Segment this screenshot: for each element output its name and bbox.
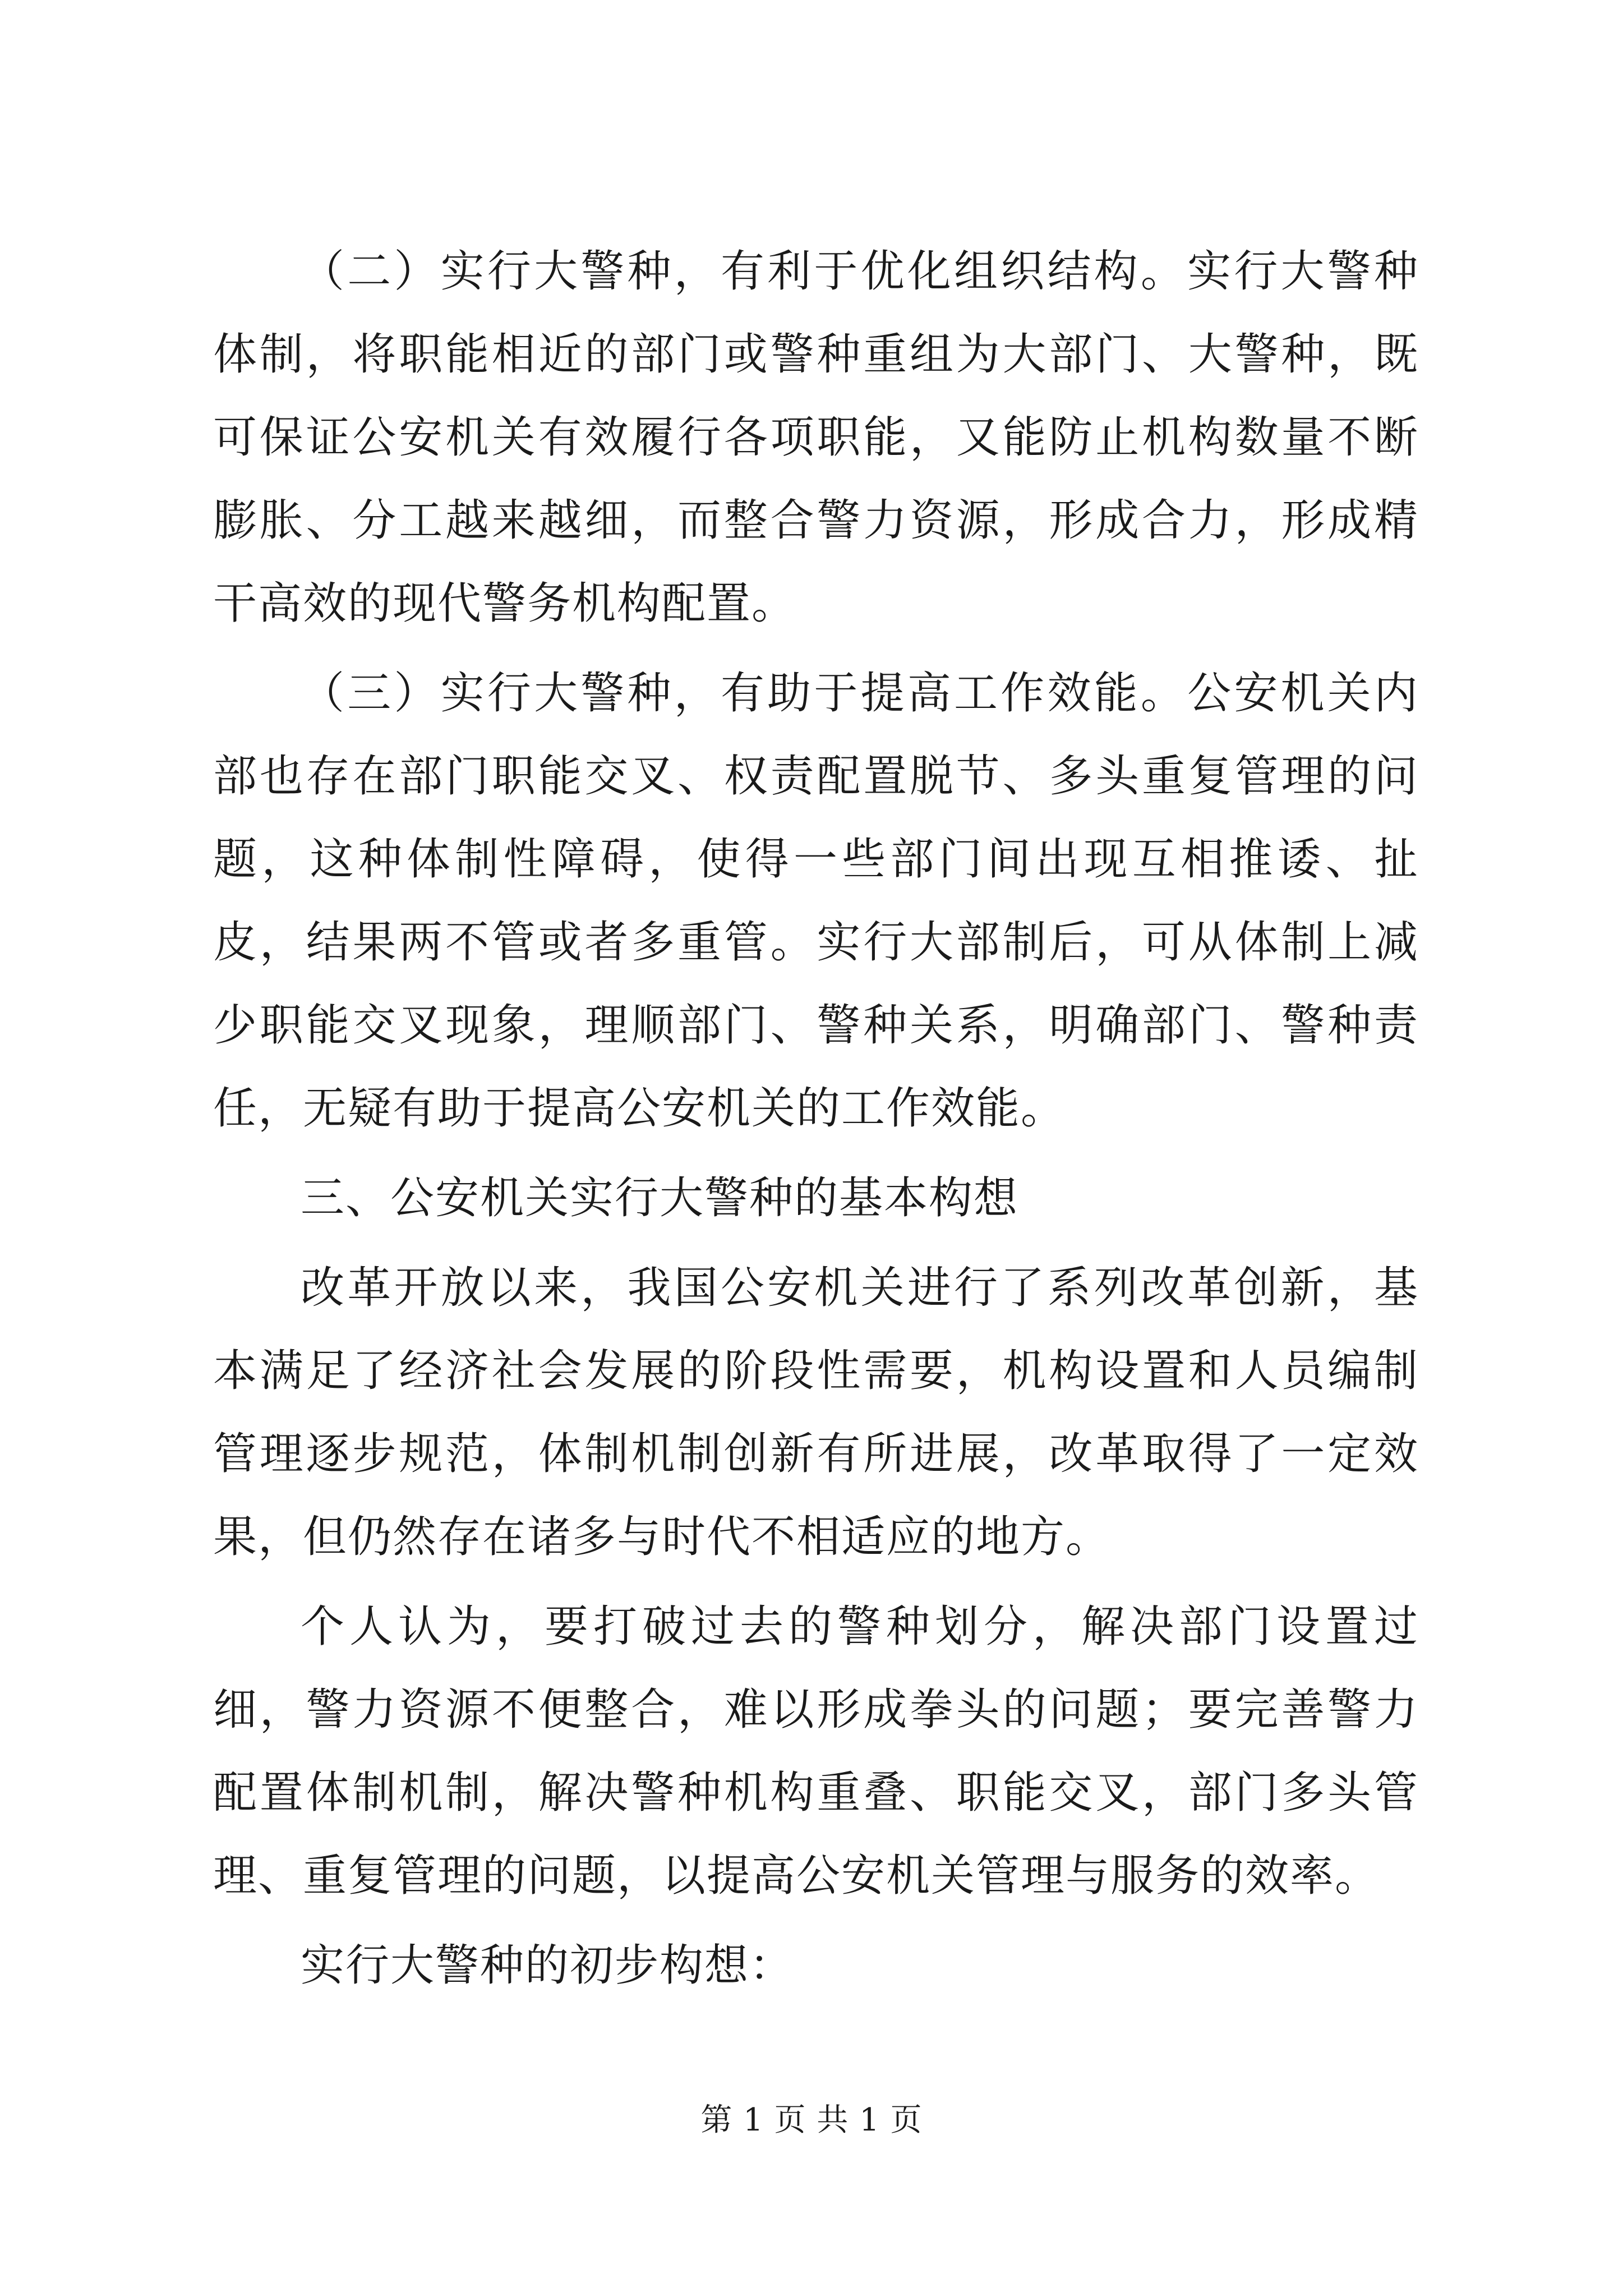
document-body — [213, 230, 1419, 2014]
page-footer: 第 1 页 共 1 页 — [700, 2102, 923, 2138]
paragraph-preliminary-idea: 实行大警种的初步构想： — [301, 1940, 795, 1991]
section-heading: 三、公安机关实行大警种的基本构想 — [301, 1173, 1019, 1223]
paragraph-reform-background: 改革开放以来，我国公安机关进行了系列改革创新，基本满足了经济社会发展的阶段性需要，机构设置和人员编制管理逐步规范，体制机制创新有所进展，改革取得了一定效果，但仍然存在诸多与时代不相适应的地方。 — [213, 1263, 1419, 1562]
paragraph-personal-view: 个人认为，要打破过去的警种划分，解决部门设置过细，警力资源不便整合，难以形成拳头的问题；要完善警力配置体制机制，解决警种机构重叠、职能交叉，部门多头管理、重复管理的问题，以提高公安机关管理与服务的效率。 — [213, 1602, 1419, 1901]
paragraph-improve-efficiency: （三）实行大警种，有助于提高工作效能。公安机关内部也存在部门职能交叉、权责配置脱节、多头重复管理的问题，这种体制性障碍，使得一些部门间出现互相推诿、扯皮，结果两不管或者多重管。实行大部制后，可从体制上减少职能交叉现象，理顺部门、警种关系，明确部门、警种责任，无疑有助于提高公安机关的工作效能。 — [213, 668, 1419, 1134]
paragraph-optimize-structure: （二）实行大警种，有利于优化组织结构。实行大警种体制，将职能相近的部门或警种重组为大部门、大警种，既可保证公安机关有效履行各项职能，又能防止机构数量不断膨胀、分工越来越细，而整合警力资源，形成合力，形成精干高效的现代警务机构配置。 — [213, 246, 1419, 629]
